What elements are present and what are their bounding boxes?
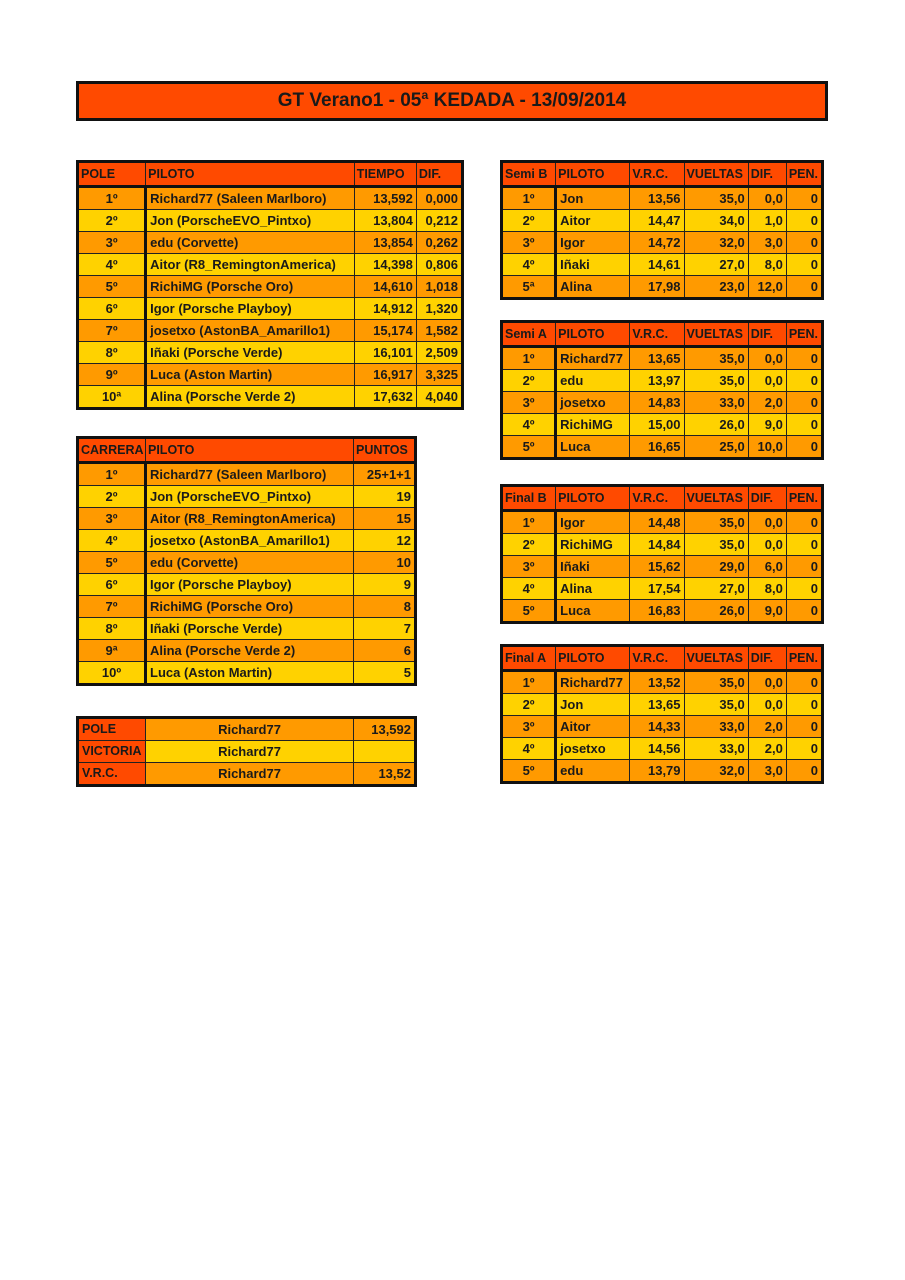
table-row bbox=[78, 276, 463, 298]
table-row bbox=[502, 694, 823, 716]
piloto-cell: Iñaki bbox=[556, 556, 630, 578]
column-header: V.R.C. bbox=[630, 322, 684, 347]
position-cell: 4º bbox=[502, 254, 556, 276]
vrc-cell: 13,79 bbox=[630, 760, 684, 783]
column-header: PEN. bbox=[786, 162, 822, 187]
position-cell: 10º bbox=[78, 662, 146, 685]
vrc-cell: 14,61 bbox=[630, 254, 684, 276]
table-row bbox=[78, 662, 416, 685]
dif-cell: 8,0 bbox=[748, 254, 786, 276]
piloto-cell: RichiMG bbox=[556, 534, 630, 556]
table-header-row bbox=[502, 486, 823, 511]
puntos-cell: 25+1+1 bbox=[354, 463, 416, 486]
tiempo-cell: 16,101 bbox=[354, 342, 416, 364]
column-header: PILOTO bbox=[556, 486, 630, 511]
table-row bbox=[502, 760, 823, 783]
pen-cell: 0 bbox=[786, 738, 822, 760]
dif-cell: 2,0 bbox=[748, 716, 786, 738]
table-row bbox=[502, 511, 823, 534]
vrc-cell: 14,47 bbox=[630, 210, 684, 232]
vueltas-cell: 27,0 bbox=[684, 578, 748, 600]
vueltas-cell: 35,0 bbox=[684, 187, 748, 210]
table-row bbox=[78, 640, 416, 662]
position-cell: 2º bbox=[502, 210, 556, 232]
piloto-cell: Aitor bbox=[556, 716, 630, 738]
dif-cell: 6,0 bbox=[748, 556, 786, 578]
piloto-cell: Luca (Aston Martin) bbox=[146, 662, 354, 685]
pen-cell: 0 bbox=[786, 392, 822, 414]
vueltas-cell: 33,0 bbox=[684, 716, 748, 738]
column-header: Semi B bbox=[502, 162, 556, 187]
column-header: Final B bbox=[502, 486, 556, 511]
position-cell: 3º bbox=[502, 716, 556, 738]
position-cell: 6º bbox=[78, 574, 146, 596]
summary-label: V.R.C. bbox=[78, 763, 146, 786]
pen-cell: 0 bbox=[786, 600, 822, 623]
piloto-cell: Aitor (R8_RemingtonAmerica) bbox=[146, 254, 355, 276]
table-row bbox=[502, 738, 823, 760]
piloto-cell: Jon (PorscheEVO_Pintxo) bbox=[146, 210, 355, 232]
piloto-cell: Igor (Porsche Playboy) bbox=[146, 298, 355, 320]
column-header: DIF. bbox=[748, 646, 786, 671]
position-cell: 3º bbox=[78, 508, 146, 530]
table-row bbox=[502, 232, 823, 254]
position-cell: 1º bbox=[78, 187, 146, 210]
table-row bbox=[502, 254, 823, 276]
dif-cell: 0,0 bbox=[748, 370, 786, 392]
dif-cell: 0,806 bbox=[416, 254, 462, 276]
dif-cell: 9,0 bbox=[748, 414, 786, 436]
puntos-cell: 19 bbox=[354, 486, 416, 508]
pen-cell: 0 bbox=[786, 370, 822, 392]
table-row bbox=[78, 463, 416, 486]
table-row bbox=[78, 574, 416, 596]
pen-cell: 0 bbox=[786, 671, 822, 694]
table-row bbox=[78, 254, 463, 276]
table-row bbox=[78, 342, 463, 364]
dif-cell: 0,262 bbox=[416, 232, 462, 254]
dif-cell: 12,0 bbox=[748, 276, 786, 299]
position-cell: 4º bbox=[502, 414, 556, 436]
position-cell: 4º bbox=[502, 738, 556, 760]
piloto-cell: Aitor (R8_RemingtonAmerica) bbox=[146, 508, 354, 530]
semi-b-table bbox=[500, 160, 824, 300]
piloto-cell: RichiMG (Porsche Oro) bbox=[146, 596, 354, 618]
puntos-cell: 8 bbox=[354, 596, 416, 618]
pen-cell: 0 bbox=[786, 556, 822, 578]
vrc-cell: 14,72 bbox=[630, 232, 684, 254]
column-header: DIF. bbox=[748, 486, 786, 511]
vueltas-cell: 34,0 bbox=[684, 210, 748, 232]
column-header: DIF. bbox=[748, 162, 786, 187]
piloto-cell: Jon bbox=[556, 187, 630, 210]
position-cell: 7º bbox=[78, 320, 146, 342]
column-header: PEN. bbox=[786, 486, 822, 511]
piloto-cell: Jon (PorscheEVO_Pintxo) bbox=[146, 486, 354, 508]
puntos-cell: 6 bbox=[354, 640, 416, 662]
vrc-cell: 13,65 bbox=[630, 347, 684, 370]
vueltas-cell: 32,0 bbox=[684, 232, 748, 254]
position-cell: 3º bbox=[78, 232, 146, 254]
dif-cell: 0,0 bbox=[748, 671, 786, 694]
dif-cell: 9,0 bbox=[748, 600, 786, 623]
tiempo-cell: 16,917 bbox=[354, 364, 416, 386]
table-row bbox=[502, 210, 823, 232]
vrc-cell: 13,97 bbox=[630, 370, 684, 392]
pen-cell: 0 bbox=[786, 210, 822, 232]
column-header: V.R.C. bbox=[630, 486, 684, 511]
carrera-table bbox=[76, 436, 417, 686]
table-row bbox=[502, 671, 823, 694]
dif-cell: 2,0 bbox=[748, 738, 786, 760]
piloto-cell: Alina (Porsche Verde 2) bbox=[146, 386, 355, 409]
tiempo-cell: 14,610 bbox=[354, 276, 416, 298]
table-row bbox=[78, 232, 463, 254]
column-header: PILOTO bbox=[146, 438, 354, 463]
puntos-cell: 10 bbox=[354, 552, 416, 574]
table-row bbox=[502, 578, 823, 600]
pen-cell: 0 bbox=[786, 276, 822, 299]
column-header: Final A bbox=[502, 646, 556, 671]
table-header-row bbox=[78, 438, 416, 463]
position-cell: 1º bbox=[78, 463, 146, 486]
table-header-row bbox=[502, 646, 823, 671]
tiempo-cell: 13,592 bbox=[354, 187, 416, 210]
column-header: PILOTO bbox=[556, 322, 630, 347]
piloto-cell: RichiMG bbox=[556, 414, 630, 436]
vueltas-cell: 23,0 bbox=[684, 276, 748, 299]
vueltas-cell: 35,0 bbox=[684, 370, 748, 392]
position-cell: 8º bbox=[78, 618, 146, 640]
summary-label: VICTORIA bbox=[78, 741, 146, 763]
piloto-cell: josetxo bbox=[556, 392, 630, 414]
final-b-table bbox=[500, 484, 824, 624]
dif-cell: 0,212 bbox=[416, 210, 462, 232]
vueltas-cell: 33,0 bbox=[684, 392, 748, 414]
summary-label: POLE bbox=[78, 718, 146, 741]
piloto-cell: Luca (Aston Martin) bbox=[146, 364, 355, 386]
position-cell: 9º bbox=[78, 364, 146, 386]
piloto-cell: Igor bbox=[556, 511, 630, 534]
pen-cell: 0 bbox=[786, 347, 822, 370]
column-header: PILOTO bbox=[556, 646, 630, 671]
piloto-cell: Iñaki (Porsche Verde) bbox=[146, 342, 355, 364]
piloto-cell: Richard77 (Saleen Marlboro) bbox=[146, 187, 355, 210]
vueltas-cell: 33,0 bbox=[684, 738, 748, 760]
vrc-cell: 16,65 bbox=[630, 436, 684, 459]
position-cell: 4º bbox=[502, 578, 556, 600]
puntos-cell: 5 bbox=[354, 662, 416, 685]
table-row bbox=[502, 534, 823, 556]
piloto-cell: Iñaki (Porsche Verde) bbox=[146, 618, 354, 640]
summary-row-pole bbox=[78, 718, 416, 741]
vueltas-cell: 27,0 bbox=[684, 254, 748, 276]
vueltas-cell: 26,0 bbox=[684, 600, 748, 623]
pen-cell: 0 bbox=[786, 414, 822, 436]
piloto-cell: Alina bbox=[556, 276, 630, 299]
position-cell: 5º bbox=[502, 436, 556, 459]
table-header-row bbox=[78, 162, 463, 187]
column-header: PEN. bbox=[786, 322, 822, 347]
position-cell: 9ª bbox=[78, 640, 146, 662]
position-cell: 1º bbox=[502, 347, 556, 370]
table-row bbox=[502, 392, 823, 414]
column-header: POLE bbox=[78, 162, 146, 187]
dif-cell: 0,0 bbox=[748, 187, 786, 210]
position-cell: 2º bbox=[502, 534, 556, 556]
pen-cell: 0 bbox=[786, 760, 822, 783]
piloto-cell: Richard77 bbox=[556, 347, 630, 370]
table-row bbox=[502, 600, 823, 623]
puntos-cell: 15 bbox=[354, 508, 416, 530]
dif-cell: 0,000 bbox=[416, 187, 462, 210]
table-row bbox=[502, 716, 823, 738]
column-header: PILOTO bbox=[146, 162, 355, 187]
vueltas-cell: 35,0 bbox=[684, 511, 748, 534]
piloto-cell: Igor bbox=[556, 232, 630, 254]
vueltas-cell: 26,0 bbox=[684, 414, 748, 436]
vrc-cell: 14,84 bbox=[630, 534, 684, 556]
position-cell: 6º bbox=[78, 298, 146, 320]
dif-cell: 1,0 bbox=[748, 210, 786, 232]
dif-cell: 2,509 bbox=[416, 342, 462, 364]
dif-cell: 0,0 bbox=[748, 347, 786, 370]
vrc-cell: 13,52 bbox=[630, 671, 684, 694]
pen-cell: 0 bbox=[786, 232, 822, 254]
piloto-cell: edu (Corvette) bbox=[146, 232, 355, 254]
position-cell: 5º bbox=[502, 760, 556, 783]
position-cell: 10ª bbox=[78, 386, 146, 409]
pen-cell: 0 bbox=[786, 187, 822, 210]
piloto-cell: Richard77 (Saleen Marlboro) bbox=[146, 463, 354, 486]
column-header: V.R.C. bbox=[630, 646, 684, 671]
pen-cell: 0 bbox=[786, 534, 822, 556]
tiempo-cell: 15,174 bbox=[354, 320, 416, 342]
semi-a-table bbox=[500, 320, 824, 460]
summary-piloto: Richard77 bbox=[146, 763, 354, 786]
piloto-cell: RichiMG (Porsche Oro) bbox=[146, 276, 355, 298]
vueltas-cell: 35,0 bbox=[684, 347, 748, 370]
puntos-cell: 9 bbox=[354, 574, 416, 596]
vrc-cell: 15,00 bbox=[630, 414, 684, 436]
pen-cell: 0 bbox=[786, 694, 822, 716]
tiempo-cell: 14,398 bbox=[354, 254, 416, 276]
piloto-cell: edu bbox=[556, 760, 630, 783]
dif-cell: 1,320 bbox=[416, 298, 462, 320]
pen-cell: 0 bbox=[786, 436, 822, 459]
position-cell: 5º bbox=[78, 276, 146, 298]
position-cell: 1º bbox=[502, 511, 556, 534]
table-row bbox=[78, 486, 416, 508]
column-header: VUELTAS bbox=[684, 486, 748, 511]
pen-cell: 0 bbox=[786, 254, 822, 276]
vrc-cell: 16,83 bbox=[630, 600, 684, 623]
table-row bbox=[502, 370, 823, 392]
table-row bbox=[78, 552, 416, 574]
table-row bbox=[502, 347, 823, 370]
column-header: PUNTOS bbox=[354, 438, 416, 463]
vueltas-cell: 29,0 bbox=[684, 556, 748, 578]
column-header: TIEMPO bbox=[354, 162, 416, 187]
piloto-cell: josetxo (AstonBA_Amarillo1) bbox=[146, 320, 355, 342]
position-cell: 3º bbox=[502, 392, 556, 414]
position-cell: 4º bbox=[78, 254, 146, 276]
vrc-cell: 14,48 bbox=[630, 511, 684, 534]
table-row bbox=[78, 210, 463, 232]
piloto-cell: Richard77 bbox=[556, 671, 630, 694]
dif-cell: 1,582 bbox=[416, 320, 462, 342]
dif-cell: 0,0 bbox=[748, 511, 786, 534]
piloto-cell: Aitor bbox=[556, 210, 630, 232]
position-cell: 7º bbox=[78, 596, 146, 618]
tiempo-cell: 14,912 bbox=[354, 298, 416, 320]
dif-cell: 0,0 bbox=[748, 534, 786, 556]
summary-value: 13,52 bbox=[354, 763, 416, 786]
position-cell: 5º bbox=[502, 600, 556, 623]
column-header: V.R.C. bbox=[630, 162, 684, 187]
position-cell: 8º bbox=[78, 342, 146, 364]
vrc-cell: 17,54 bbox=[630, 578, 684, 600]
position-cell: 2º bbox=[78, 210, 146, 232]
vrc-cell: 15,62 bbox=[630, 556, 684, 578]
table-header-row bbox=[502, 162, 823, 187]
position-cell: 2º bbox=[502, 694, 556, 716]
vrc-cell: 14,33 bbox=[630, 716, 684, 738]
position-cell: 5º bbox=[78, 552, 146, 574]
vueltas-cell: 35,0 bbox=[684, 671, 748, 694]
table-row bbox=[78, 320, 463, 342]
piloto-cell: Iñaki bbox=[556, 254, 630, 276]
position-cell: 1º bbox=[502, 187, 556, 210]
table-row bbox=[78, 187, 463, 210]
summary-piloto: Richard77 bbox=[146, 718, 354, 741]
summary-piloto: Richard77 bbox=[146, 741, 354, 763]
vueltas-cell: 35,0 bbox=[684, 534, 748, 556]
summary-row-vrc bbox=[78, 763, 416, 786]
vrc-cell: 13,65 bbox=[630, 694, 684, 716]
table-row bbox=[78, 386, 463, 409]
table-row bbox=[78, 530, 416, 552]
vueltas-cell: 25,0 bbox=[684, 436, 748, 459]
piloto-cell: josetxo bbox=[556, 738, 630, 760]
puntos-cell: 7 bbox=[354, 618, 416, 640]
column-header: VUELTAS bbox=[684, 322, 748, 347]
dif-cell: 3,0 bbox=[748, 232, 786, 254]
dif-cell: 0,0 bbox=[748, 694, 786, 716]
table-row bbox=[502, 556, 823, 578]
table-row bbox=[502, 187, 823, 210]
piloto-cell: Igor (Porsche Playboy) bbox=[146, 574, 354, 596]
puntos-cell: 12 bbox=[354, 530, 416, 552]
column-header: DIF. bbox=[748, 322, 786, 347]
table-row bbox=[78, 618, 416, 640]
tiempo-cell: 13,854 bbox=[354, 232, 416, 254]
table-row bbox=[502, 276, 823, 299]
pole-table bbox=[76, 160, 464, 410]
piloto-cell: Luca bbox=[556, 600, 630, 623]
vrc-cell: 14,56 bbox=[630, 738, 684, 760]
vrc-cell: 17,98 bbox=[630, 276, 684, 299]
piloto-cell: edu bbox=[556, 370, 630, 392]
dif-cell: 2,0 bbox=[748, 392, 786, 414]
page-title: GT Verano1 - 05ª KEDADA - 13/09/2014 bbox=[76, 81, 828, 121]
column-header: PEN. bbox=[786, 646, 822, 671]
position-cell: 2º bbox=[502, 370, 556, 392]
position-cell: 4º bbox=[78, 530, 146, 552]
column-header: DIF. bbox=[416, 162, 462, 187]
table-header-row bbox=[502, 322, 823, 347]
column-header: VUELTAS bbox=[684, 162, 748, 187]
table-row bbox=[78, 596, 416, 618]
vrc-cell: 14,83 bbox=[630, 392, 684, 414]
position-cell: 3º bbox=[502, 232, 556, 254]
final-a-table bbox=[500, 644, 824, 784]
piloto-cell: Alina (Porsche Verde 2) bbox=[146, 640, 354, 662]
position-cell: 3º bbox=[502, 556, 556, 578]
vrc-cell: 13,56 bbox=[630, 187, 684, 210]
column-header: Semi A bbox=[502, 322, 556, 347]
position-cell: 1º bbox=[502, 671, 556, 694]
piloto-cell: Luca bbox=[556, 436, 630, 459]
table-row bbox=[502, 414, 823, 436]
dif-cell: 3,325 bbox=[416, 364, 462, 386]
dif-cell: 10,0 bbox=[748, 436, 786, 459]
column-header: VUELTAS bbox=[684, 646, 748, 671]
table-row bbox=[78, 508, 416, 530]
summary-value: 13,592 bbox=[354, 718, 416, 741]
pen-cell: 0 bbox=[786, 511, 822, 534]
piloto-cell: Alina bbox=[556, 578, 630, 600]
dif-cell: 8,0 bbox=[748, 578, 786, 600]
vueltas-cell: 35,0 bbox=[684, 694, 748, 716]
piloto-cell: josetxo (AstonBA_Amarillo1) bbox=[146, 530, 354, 552]
vueltas-cell: 32,0 bbox=[684, 760, 748, 783]
pen-cell: 0 bbox=[786, 578, 822, 600]
table-row bbox=[502, 436, 823, 459]
column-header: PILOTO bbox=[556, 162, 630, 187]
piloto-cell: Jon bbox=[556, 694, 630, 716]
dif-cell: 4,040 bbox=[416, 386, 462, 409]
position-cell: 5ª bbox=[502, 276, 556, 299]
pen-cell: 0 bbox=[786, 716, 822, 738]
summary-value bbox=[354, 741, 416, 763]
summary-row-victoria bbox=[78, 741, 416, 763]
tiempo-cell: 13,804 bbox=[354, 210, 416, 232]
column-header: CARRERA bbox=[78, 438, 146, 463]
tiempo-cell: 17,632 bbox=[354, 386, 416, 409]
piloto-cell: edu (Corvette) bbox=[146, 552, 354, 574]
dif-cell: 1,018 bbox=[416, 276, 462, 298]
dif-cell: 3,0 bbox=[748, 760, 786, 783]
table-row bbox=[78, 364, 463, 386]
position-cell: 2º bbox=[78, 486, 146, 508]
summary-table bbox=[76, 716, 417, 787]
table-row bbox=[78, 298, 463, 320]
